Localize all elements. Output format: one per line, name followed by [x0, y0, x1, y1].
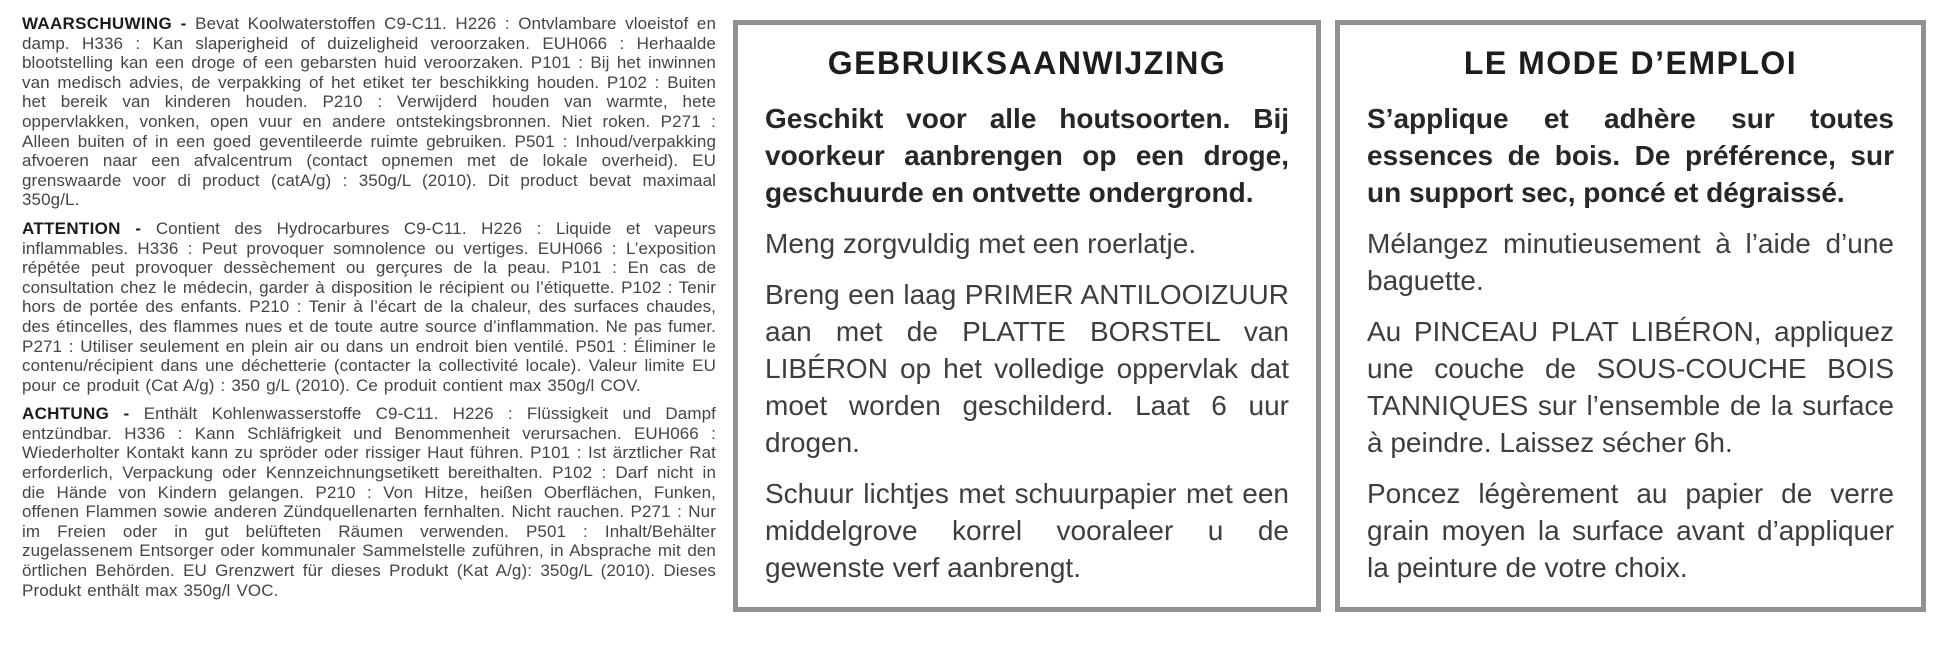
usage-box-fr-title: LE MODE D’EMPLOI: [1463, 45, 1798, 81]
warning-paragraph-de: [22, 404, 716, 600]
usage-box-fr-step-1: Mélangez minutieusement à l’aide d’une baguette.: [1367, 228, 1894, 296]
usage-box-nl-step-1: Meng zorgvuldig met een roerlatje.: [765, 228, 1197, 259]
usage-box-nl: [733, 20, 1321, 612]
usage-box-fr-lead: S’applique et adhère sur toutes essences de bois. De préférence, sur un support sec, poncé et dégraissé.: [1367, 103, 1894, 208]
warning-heading-nl: WAARSCHUWING -: [22, 14, 187, 33]
warning-heading-de: ACHTUNG -: [22, 404, 130, 424]
usage-box-fr-step-3: Poncez légèrement au papier de verre grain moyen la surface avant d’appliquer la peinture de votre choix.: [1367, 478, 1894, 583]
warning-body-nl: Bevat Koolwaterstoffen C9-C11. H226 : Ontvlambare vloeistof en damp. H336 : Kan slaperigheid of duizeligheid veroorzaken. EUH066 : Herhaalde blootstelling kan een droge of een gebarsten huid veroorzaken. P101 : Bij het inwinnen van medisch advies, de verpakking of het etiket ter beschikking houden. P102 : Buiten het bereik van kinderen houden. P210 : Verwijderd houden van warmte, hete oppervlakken, vonken, open vuur en andere ontstekingsbronnen. Niet roken. P271 : Alleen buiten of in een goed geventileerde ruimte gebruiken. P501 : Inhoud/verpakking afvoeren naar een afvalcentrum (contact opnemen met de lokale overheid). EU grenswaarde voor di product (catA/g) : 350g/L (2010). Dit product bevat maximaal 350g/L.: [22, 14, 716, 210]
usage-box-nl-step-2: Breng een laag PRIMER ANTILOOIZUUR aan met de PLATTE BORSTEL van LIBÉRON op het volledige oppervlak dat moet worden geschilderd. Laat 6 uur drogen.: [765, 279, 1289, 458]
usage-box-fr-step-2: Au PINCEAU PLAT LIBÉRON, appliquez une couche de SOUS-COUCHE BOIS TANNIQUES sur l’ensemble de la surface à peindre. Laissez sécher 6h.: [1367, 316, 1894, 458]
warning-body-de: Enthält Kohlenwasserstoffe C9-C11. H226 : Flüssigkeit und Dampf entzündbar. H336 : Kann Schläfrigkeit und Benommenheit verursachen. EUH066 : Wiederholter Kontakt kann zu spröder oder rissiger Haut führen. P101 : Ist ärztlicher Rat erforderlich, Verpackung oder Kennzeichnungsetikett bereithalten. P102 : Darf nicht in die Hände von Kindern gelangen. P210 : Von Hitze, heißen Oberflächen, Funken, offenen Flammen sowie anderen Zündquellenarten fernhalten. Nicht rauchen. P271 : Nur im Freien oder in gut belüfteten Räumen verwenden. P501 : Inhalt/Behälter zugelassenem Entsorger oder kommunaler Sammelstelle zuführen, in Absprache mit den örtlichen Behörden. EU Grenzwert für dieses Produkt (Kat A/g): 350g/L (2010). Dieses Produkt enthält max 350g/l VOC.: [22, 404, 716, 600]
warning-paragraph-fr: [22, 219, 716, 395]
usage-box-fr: [1335, 20, 1926, 612]
usage-box-nl-step-3: Schuur lichtjes met schuurpapier met een middelgrove korrel vooraleer u de gewenste verf aanbrengt.: [765, 478, 1289, 583]
warning-heading-fr: ATTENTION -: [22, 218, 142, 238]
warning-paragraph-nl: [22, 14, 716, 210]
warning-body-fr: Contient des Hydrocarbures C9-C11. H226 : Liquide et vapeurs inflammables. H336 : Peut provoquer somnolence ou vertiges. EUH066 : L’exposition répétée peut provoquer dessèchement ou gerçures de la peau. P101 : En cas de consultation chez le médecin, garder à disposition le récipient ou l’étiquette. P102 : Tenir hors de portée des enfants. P210 : Tenir à l’écart de la chaleur, des surfaces chaudes, des étincelles, des flammes nues et de toute autre source d’inflammation. Ne pas fumer. P271 : Utiliser seulement en plein air ou dans un endroit bien ventilé. P501 : Éliminer le contenu/récipient dans une déchetterie (contacter la collectivité locale). Valeur limite EU pour ce produit (Cat A/g) : 350 g/L (2010). Ce produit contient max 350g/l COV.: [22, 218, 716, 395]
usage-box-nl-title: GEBRUIKSAANWIJZING: [827, 45, 1227, 81]
usage-box-nl-lead: Geschikt voor alle houtsoorten. Bij voorkeur aanbrengen op een droge, geschuurde en ontvette ondergrond.: [765, 103, 1289, 208]
warnings-column: [22, 12, 716, 609]
